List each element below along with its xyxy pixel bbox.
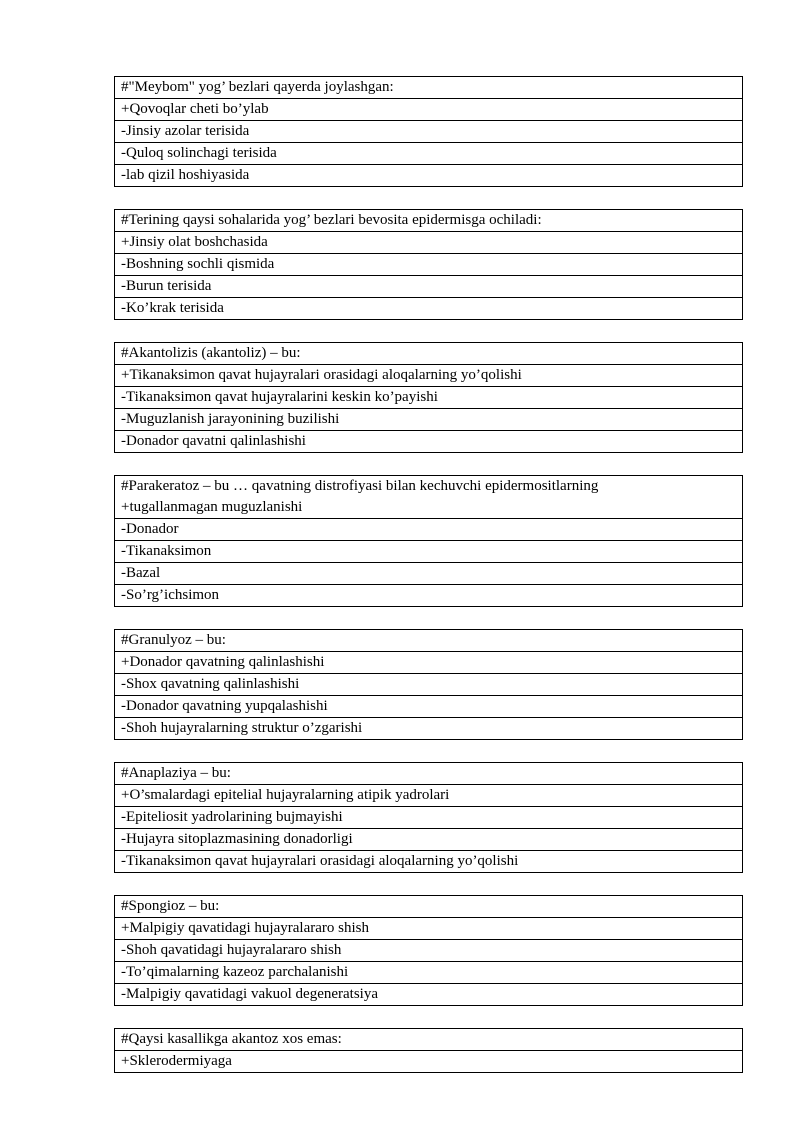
option-row xyxy=(115,541,743,563)
option-text: -Quloq solinchagi terisida xyxy=(115,143,743,165)
option-row xyxy=(115,519,743,541)
option-text: -Jinsiy azolar terisida xyxy=(115,121,743,143)
option-row xyxy=(115,1051,743,1073)
correct-option: +tugallanmagan muguzlanishi xyxy=(121,499,303,515)
option-row xyxy=(115,298,743,320)
option-row xyxy=(115,652,743,674)
option-text: -Ko’krak terisida xyxy=(115,298,743,320)
option-row xyxy=(115,807,743,829)
option-row xyxy=(115,365,743,387)
option-row xyxy=(115,99,743,121)
option-row xyxy=(115,918,743,940)
question-block-3 xyxy=(114,342,743,453)
question-text: #Qaysi kasallikga akantoz xos emas: xyxy=(115,1029,743,1051)
question-block-1 xyxy=(114,76,743,187)
question-block-6 xyxy=(114,762,743,873)
option-row xyxy=(115,962,743,984)
document-page xyxy=(114,76,743,1095)
question-row xyxy=(115,896,743,918)
option-row xyxy=(115,143,743,165)
question-text: #Akantolizis (akantoliz) – bu: xyxy=(115,343,743,365)
option-row xyxy=(115,254,743,276)
question-text: #Anaplaziya – bu: xyxy=(115,763,743,785)
option-row xyxy=(115,585,743,607)
correct-option: +O’smalardagi epitelial hujayralarning atipik yadrolari xyxy=(115,785,743,807)
option-row xyxy=(115,785,743,807)
question-row xyxy=(115,763,743,785)
option-row xyxy=(115,387,743,409)
option-text: -Epiteliosit yadrolarining bujmayishi xyxy=(115,807,743,829)
option-row xyxy=(115,165,743,187)
option-text: -Donador qavatni qalinlashishi xyxy=(115,431,743,453)
option-text: -Tikanaksimon qavat hujayralarini keskin ko’payishi xyxy=(115,387,743,409)
option-text: -Bazal xyxy=(115,563,743,585)
question-row xyxy=(115,210,743,232)
question-block-8 xyxy=(114,1028,743,1073)
option-row xyxy=(115,984,743,1006)
option-text: -Donador qavatning yupqalashishi xyxy=(115,696,743,718)
question-row xyxy=(115,343,743,365)
option-row xyxy=(115,718,743,740)
option-text: -Shoh qavatidagi hujayralararo shish xyxy=(115,940,743,962)
question-row xyxy=(115,476,743,519)
option-row xyxy=(115,563,743,585)
option-row xyxy=(115,940,743,962)
question-block-2 xyxy=(114,209,743,320)
question-row xyxy=(115,77,743,99)
correct-option: +Donador qavatning qalinlashishi xyxy=(115,652,743,674)
correct-option: +Malpigiy qavatidagi hujayralararo shish xyxy=(115,918,743,940)
option-text: -Shoh hujayralarning struktur o’zgarishi xyxy=(115,718,743,740)
option-row xyxy=(115,276,743,298)
correct-option: +Sklerodermiyaga xyxy=(115,1051,743,1073)
option-row xyxy=(115,121,743,143)
option-row xyxy=(115,409,743,431)
question-text: #Granulyoz – bu: xyxy=(115,630,743,652)
option-row xyxy=(115,696,743,718)
question-text: #"Meybom" yog’ bezlari qayerda joylashgan: xyxy=(115,77,743,99)
correct-option: +Qovoqlar cheti bo’ylab xyxy=(115,99,743,121)
question-row xyxy=(115,1029,743,1051)
correct-option: +Jinsiy olat boshchasida xyxy=(115,232,743,254)
option-text: -So’rg’ichsimon xyxy=(115,585,743,607)
question-cell xyxy=(115,476,743,519)
option-row xyxy=(115,232,743,254)
option-text: -Burun terisida xyxy=(115,276,743,298)
option-row xyxy=(115,829,743,851)
option-text: -To’qimalarning kazeoz parchalanishi xyxy=(115,962,743,984)
option-row xyxy=(115,851,743,873)
option-text: -Malpigiy qavatidagi vakuol degeneratsiya xyxy=(115,984,743,1006)
question-block-5 xyxy=(114,629,743,740)
option-row xyxy=(115,674,743,696)
option-text: -lab qizil hoshiyasida xyxy=(115,165,743,187)
correct-option: +Tikanaksimon qavat hujayralari orasidagi aloqalarning yo’qolishi xyxy=(115,365,743,387)
question-block-7 xyxy=(114,895,743,1006)
question-block-4 xyxy=(114,475,743,607)
question-text: #Spongioz – bu: xyxy=(115,896,743,918)
option-text: -Muguzlanish jarayonining buzilishi xyxy=(115,409,743,431)
option-text: -Shox qavatning qalinlashishi xyxy=(115,674,743,696)
option-text: -Donador xyxy=(115,519,743,541)
question-text: #Terining qaysi sohalarida yog’ bezlari bevosita epidermisga ochiladi: xyxy=(115,210,743,232)
option-text: -Tikanaksimon xyxy=(115,541,743,563)
option-text: -Hujayra sitoplazmasining donadorligi xyxy=(115,829,743,851)
question-row xyxy=(115,630,743,652)
question-text: #Parakeratoz – bu … qavatning distrofiyasi bilan kechuvchi epidermositlarning xyxy=(121,478,599,494)
option-row xyxy=(115,431,743,453)
option-text: -Tikanaksimon qavat hujayralari orasidagi aloqalarning yo’qolishi xyxy=(115,851,743,873)
option-text: -Boshning sochli qismida xyxy=(115,254,743,276)
